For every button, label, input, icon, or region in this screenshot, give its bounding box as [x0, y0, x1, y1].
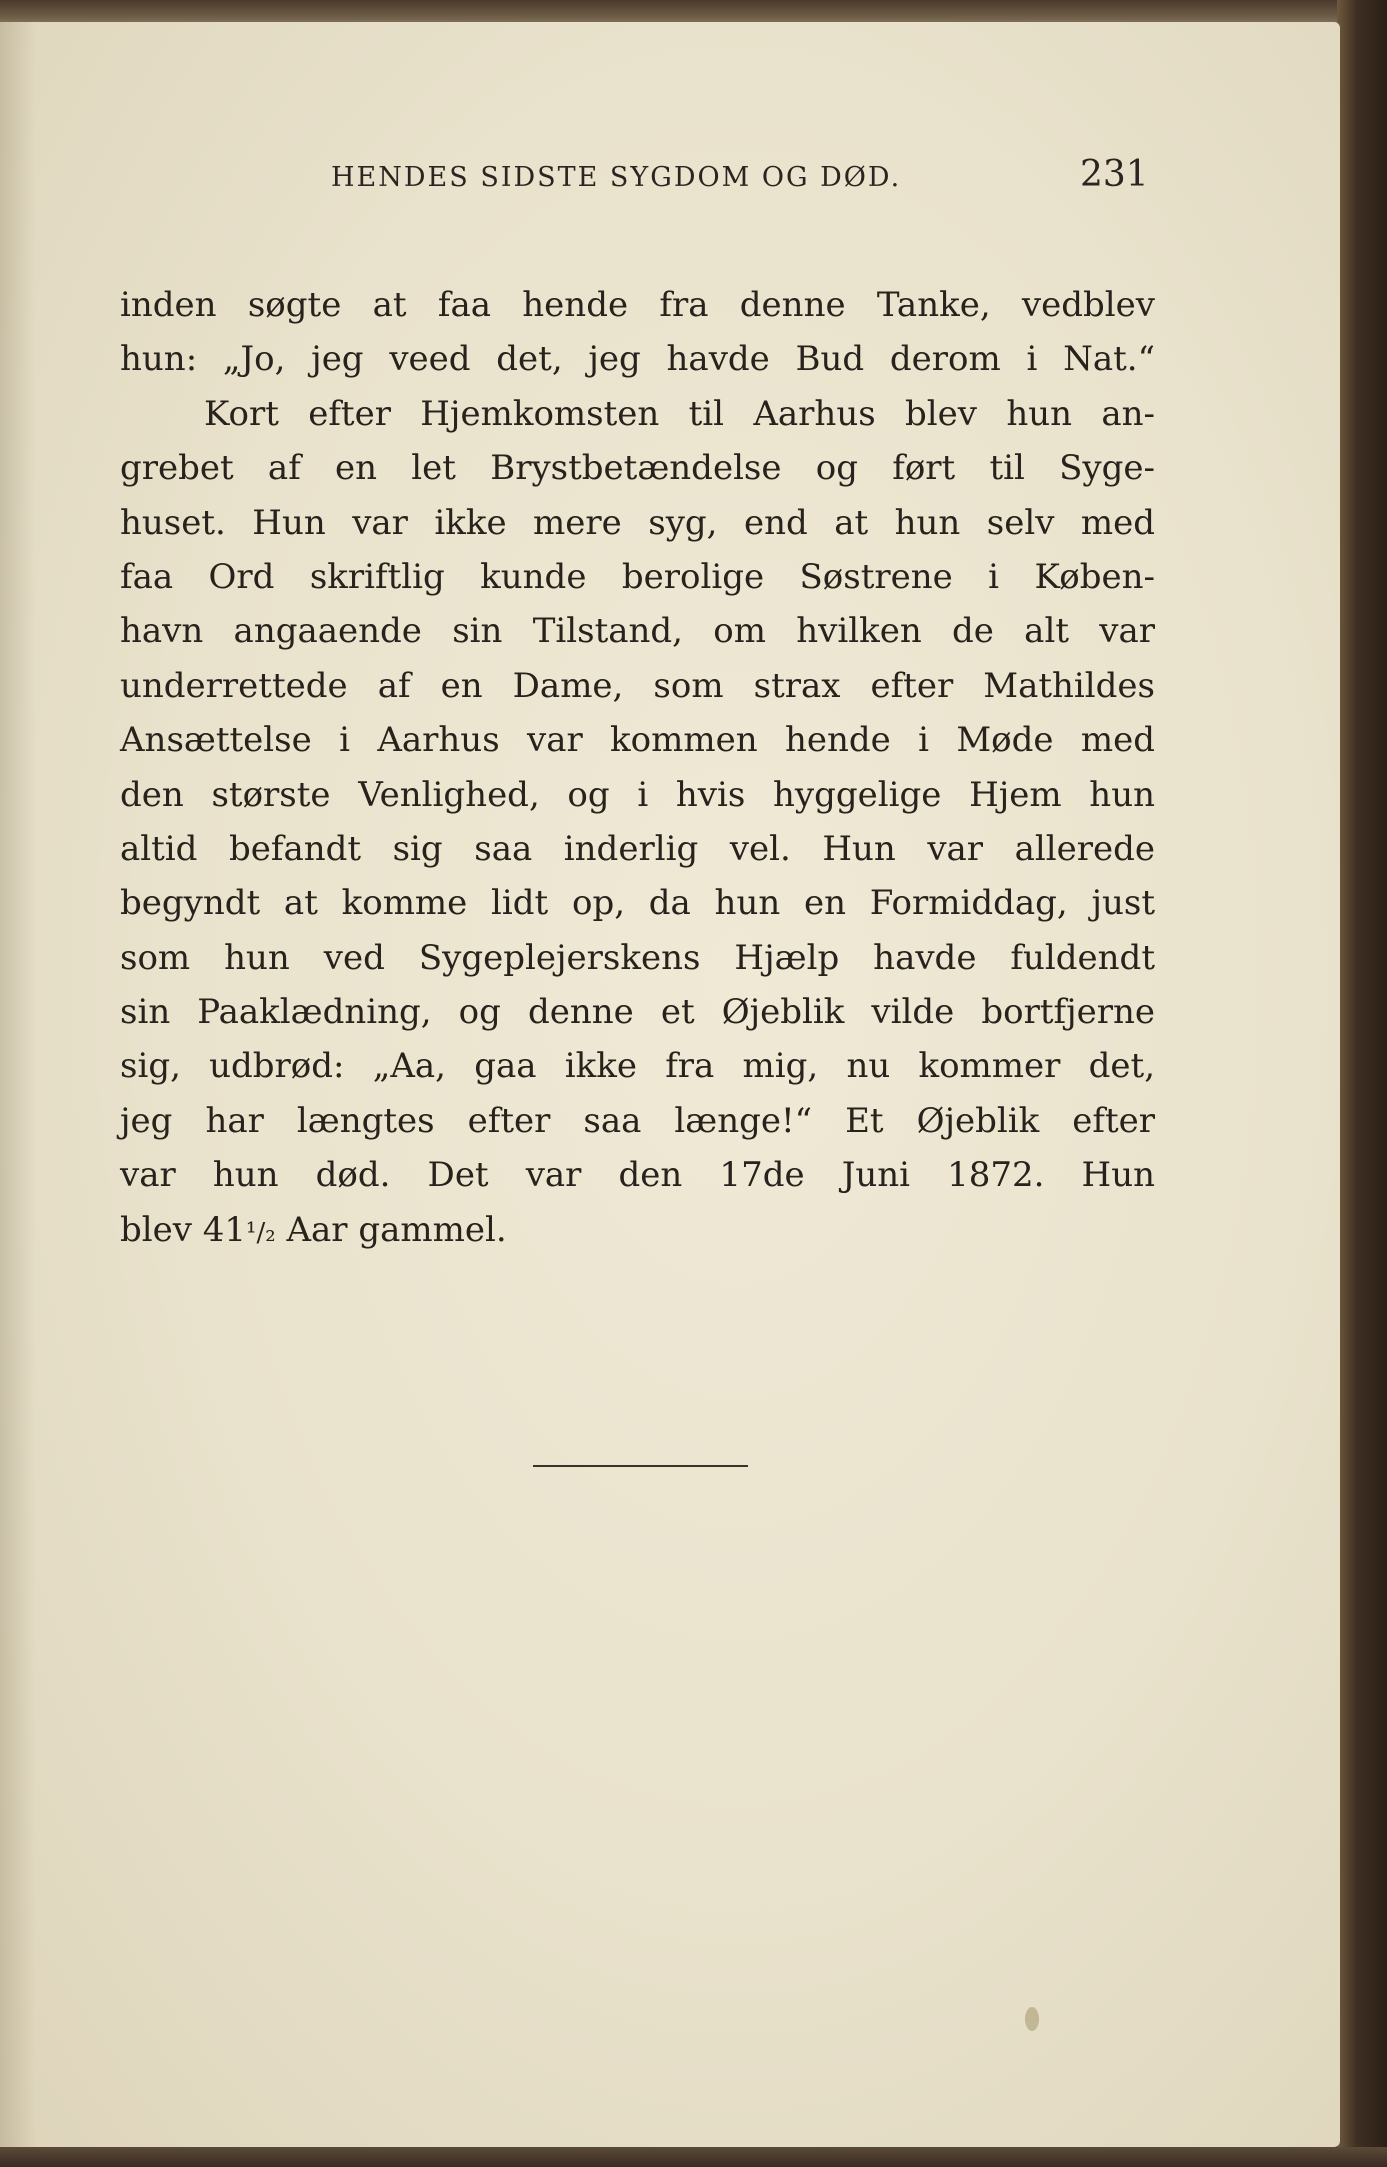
text-line: var hun død. Det var den 17de Juni 1872. Hun	[120, 1155, 1155, 1196]
text-line: Ansættelse i Aarhus var kommen hende i Møde med	[120, 720, 1155, 761]
text-line: underrettede af en Dame, som strax efter Mathildes	[120, 665, 1155, 706]
running-head: HENDES SIDSTE SYGDOM OG DØD.	[331, 162, 902, 193]
final-line-start: blev 41	[120, 1209, 247, 1250]
text-line: altid befandt sig saa inderlig vel. Hun var allerede	[120, 828, 1155, 869]
page-sheet	[0, 22, 1340, 2147]
text-line: grebet af en let Brystbetændelse og ført til Syge-	[120, 448, 1155, 489]
page-gutter-shadow	[0, 22, 36, 2147]
text-line: som hun ved Sygeplejerskens Hjælp havde fuldendt	[120, 937, 1155, 978]
text-line: den største Venlighed, og i hvis hyggelige Hjem hun	[120, 774, 1155, 815]
fraction-half: ¹/₂	[246, 1217, 276, 1248]
text-line: inden søgte at faa hende fra denne Tanke, vedblev	[120, 285, 1155, 325]
final-text-line	[120, 1203, 1155, 1257]
body-text	[120, 278, 1155, 1257]
text-line: sig, udbrød: „Aa, gaa ikke fra mig, nu kommer det,	[120, 1046, 1155, 1087]
text-line: sin Paaklædning, og denne et Øjeblik vilde bortfjerne	[120, 992, 1155, 1033]
text-line: faa Ord skriftlig kunde berolige Søstrene i Køben-	[120, 556, 1155, 597]
book-bottom-edge	[0, 2147, 1387, 2167]
text-line: huset. Hun var ikke mere syg, end at hun selv med	[120, 502, 1155, 543]
end-rule-divider	[533, 1465, 748, 1467]
text-line: Kort efter Hjemkomsten til Aarhus blev hun an-	[204, 393, 1155, 434]
text-line: begyndt at komme lidt op, da hun en Formiddag, just	[120, 883, 1155, 924]
paper-speck	[1025, 2007, 1039, 2031]
text-line: hun: „Jo, jeg veed det, jeg havde Bud derom i Nat.“	[120, 339, 1155, 380]
page-number: 231	[1080, 154, 1149, 195]
text-line: jeg har længtes efter saa længe!“ Et Øjeblik efter	[120, 1100, 1155, 1141]
text-line: havn angaaende sin Tilstand, om hvilken de alt var	[120, 611, 1155, 652]
book-spine-edge	[1337, 0, 1387, 2167]
final-line-end: Aar gammel.	[275, 1209, 507, 1250]
